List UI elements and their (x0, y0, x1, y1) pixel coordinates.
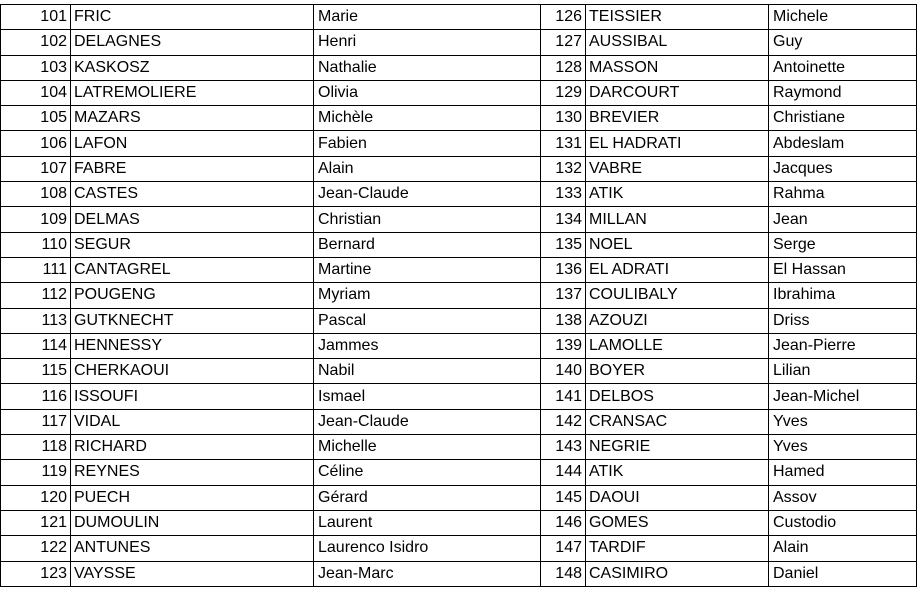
last-name-right: COULIBALY (586, 283, 769, 308)
row-number-left: 102 (1, 30, 71, 55)
row-number-right: 137 (541, 283, 586, 308)
last-name-left: ANTUNES (71, 536, 314, 561)
last-name-right: TEISSIER (586, 5, 769, 30)
last-name-right: CASIMIRO (586, 561, 769, 586)
row-number-left: 114 (1, 333, 71, 358)
first-name-right: El Hassan (769, 257, 917, 282)
row-number-right: 147 (541, 536, 586, 561)
first-name-left: Jean-Claude (314, 182, 541, 207)
last-name-left: HENNESSY (71, 333, 314, 358)
first-name-right: Michele (769, 5, 917, 30)
last-name-right: LAMOLLE (586, 333, 769, 358)
first-name-right: Raymond (769, 80, 917, 105)
table-row (1, 80, 917, 105)
table-row (1, 384, 917, 409)
table-row (1, 460, 917, 485)
last-name-left: SEGUR (71, 232, 314, 257)
table-row (1, 207, 917, 232)
first-name-right: Driss (769, 308, 917, 333)
row-number-left: 105 (1, 106, 71, 131)
first-name-left: Céline (314, 460, 541, 485)
first-name-left: Ismael (314, 384, 541, 409)
row-number-left: 120 (1, 485, 71, 510)
row-number-left: 112 (1, 283, 71, 308)
last-name-left: MAZARS (71, 106, 314, 131)
first-name-right: Christiane (769, 106, 917, 131)
first-name-right: Yves (769, 435, 917, 460)
last-name-left: POUGENG (71, 283, 314, 308)
first-name-right: Alain (769, 536, 917, 561)
row-number-left: 123 (1, 561, 71, 586)
row-number-left: 107 (1, 156, 71, 181)
row-number-right: 138 (541, 308, 586, 333)
first-name-right: Abdeslam (769, 131, 917, 156)
row-number-right: 131 (541, 131, 586, 156)
last-name-right: AUSSIBAL (586, 30, 769, 55)
row-number-right: 135 (541, 232, 586, 257)
last-name-left: PUECH (71, 485, 314, 510)
first-name-left: Nathalie (314, 55, 541, 80)
last-name-left: CASTES (71, 182, 314, 207)
table-row (1, 55, 917, 80)
table-row (1, 409, 917, 434)
row-number-left: 115 (1, 359, 71, 384)
table-row (1, 333, 917, 358)
last-name-right: ATIK (586, 182, 769, 207)
last-name-left: ISSOUFI (71, 384, 314, 409)
last-name-left: DUMOULIN (71, 510, 314, 535)
table-row (1, 182, 917, 207)
row-number-left: 116 (1, 384, 71, 409)
first-name-left: Christian (314, 207, 541, 232)
last-name-right: BOYER (586, 359, 769, 384)
first-name-left: Martine (314, 257, 541, 282)
last-name-left: KASKOSZ (71, 55, 314, 80)
last-name-left: REYNES (71, 460, 314, 485)
row-number-right: 141 (541, 384, 586, 409)
table-row (1, 257, 917, 282)
first-name-left: Olivia (314, 80, 541, 105)
row-number-right: 128 (541, 55, 586, 80)
row-number-right: 132 (541, 156, 586, 181)
row-number-left: 101 (1, 5, 71, 30)
row-number-left: 104 (1, 80, 71, 105)
row-number-left: 108 (1, 182, 71, 207)
last-name-left: CHERKAOUI (71, 359, 314, 384)
first-name-left: Alain (314, 156, 541, 181)
last-name-left: DELMAS (71, 207, 314, 232)
row-number-right: 144 (541, 460, 586, 485)
table-row (1, 131, 917, 156)
last-name-right: NEGRIE (586, 435, 769, 460)
first-name-right: Assov (769, 485, 917, 510)
first-name-right: Guy (769, 30, 917, 55)
row-number-right: 134 (541, 207, 586, 232)
table-row (1, 510, 917, 535)
row-number-right: 142 (541, 409, 586, 434)
row-number-left: 106 (1, 131, 71, 156)
table-row (1, 156, 917, 181)
row-number-right: 143 (541, 435, 586, 460)
table-row (1, 232, 917, 257)
row-number-right: 139 (541, 333, 586, 358)
row-number-left: 110 (1, 232, 71, 257)
first-name-left: Myriam (314, 283, 541, 308)
last-name-left: GUTKNECHT (71, 308, 314, 333)
last-name-right: GOMES (586, 510, 769, 535)
last-name-left: FRIC (71, 5, 314, 30)
table-row (1, 308, 917, 333)
row-number-left: 109 (1, 207, 71, 232)
row-number-left: 113 (1, 308, 71, 333)
last-name-right: EL ADRATI (586, 257, 769, 282)
row-number-left: 121 (1, 510, 71, 535)
last-name-right: MILLAN (586, 207, 769, 232)
row-number-right: 146 (541, 510, 586, 535)
row-number-right: 133 (541, 182, 586, 207)
first-name-left: Marie (314, 5, 541, 30)
table-row (1, 283, 917, 308)
row-number-right: 148 (541, 561, 586, 586)
first-name-right: Daniel (769, 561, 917, 586)
last-name-right: TARDIF (586, 536, 769, 561)
first-name-left: Gérard (314, 485, 541, 510)
last-name-right: ATIK (586, 460, 769, 485)
first-name-right: Rahma (769, 182, 917, 207)
last-name-left: LATREMOLIERE (71, 80, 314, 105)
last-name-left: DELAGNES (71, 30, 314, 55)
first-name-left: Bernard (314, 232, 541, 257)
row-number-right: 127 (541, 30, 586, 55)
last-name-right: MASSON (586, 55, 769, 80)
last-name-left: LAFON (71, 131, 314, 156)
first-name-right: Yves (769, 409, 917, 434)
table-row (1, 485, 917, 510)
table-row (1, 5, 917, 30)
first-name-left: Jean-Marc (314, 561, 541, 586)
last-name-right: DELBOS (586, 384, 769, 409)
first-name-right: Lilian (769, 359, 917, 384)
last-name-left: RICHARD (71, 435, 314, 460)
first-name-right: Jean (769, 207, 917, 232)
last-name-left: CANTAGREL (71, 257, 314, 282)
row-number-left: 103 (1, 55, 71, 80)
row-number-left: 118 (1, 435, 71, 460)
row-number-left: 122 (1, 536, 71, 561)
row-number-right: 129 (541, 80, 586, 105)
last-name-right: EL HADRATI (586, 131, 769, 156)
last-name-right: NOEL (586, 232, 769, 257)
last-name-right: VABRE (586, 156, 769, 181)
first-name-left: Jean-Claude (314, 409, 541, 434)
row-number-right: 136 (541, 257, 586, 282)
row-number-left: 111 (1, 257, 71, 282)
row-number-left: 119 (1, 460, 71, 485)
table-row (1, 106, 917, 131)
last-name-left: VAYSSE (71, 561, 314, 586)
last-name-right: DARCOURT (586, 80, 769, 105)
last-name-right: AZOUZI (586, 308, 769, 333)
row-number-right: 145 (541, 485, 586, 510)
first-name-left: Henri (314, 30, 541, 55)
first-name-right: Serge (769, 232, 917, 257)
first-name-right: Custodio (769, 510, 917, 535)
first-name-left: Pascal (314, 308, 541, 333)
first-name-left: Michelle (314, 435, 541, 460)
first-name-right: Ibrahima (769, 283, 917, 308)
first-name-left: Michèle (314, 106, 541, 131)
table-row (1, 30, 917, 55)
participant-table-body (1, 5, 917, 587)
last-name-right: DAOUI (586, 485, 769, 510)
first-name-left: Jammes (314, 333, 541, 358)
first-name-left: Laurent (314, 510, 541, 535)
table-row (1, 536, 917, 561)
table-row (1, 561, 917, 586)
table-row (1, 435, 917, 460)
first-name-left: Laurenco Isidro (314, 536, 541, 561)
first-name-right: Hamed (769, 460, 917, 485)
last-name-left: FABRE (71, 156, 314, 181)
first-name-left: Nabil (314, 359, 541, 384)
participant-table (0, 4, 917, 587)
last-name-left: VIDAL (71, 409, 314, 434)
first-name-left: Fabien (314, 131, 541, 156)
first-name-right: Jean-Michel (769, 384, 917, 409)
row-number-right: 126 (541, 5, 586, 30)
first-name-right: Jacques (769, 156, 917, 181)
first-name-right: Jean-Pierre (769, 333, 917, 358)
row-number-right: 140 (541, 359, 586, 384)
table-row (1, 359, 917, 384)
last-name-right: CRANSAC (586, 409, 769, 434)
last-name-right: BREVIER (586, 106, 769, 131)
first-name-right: Antoinette (769, 55, 917, 80)
row-number-right: 130 (541, 106, 586, 131)
row-number-left: 117 (1, 409, 71, 434)
